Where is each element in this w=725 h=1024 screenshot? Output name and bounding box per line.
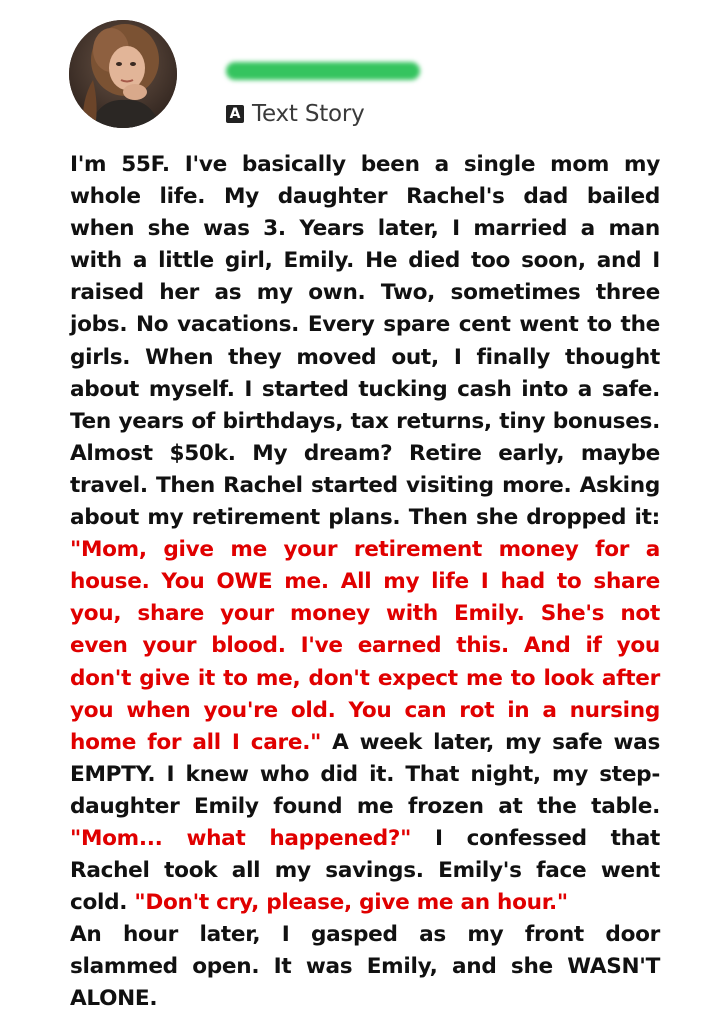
story-paragraph-2: An hour later, I gasped as my front door slammed open. It was Emily, and she WASN'T ALONE. <box>70 922 660 1012</box>
avatar-portrait-icon <box>69 20 177 128</box>
story-quote: "Don't cry, please, give me an hour." <box>134 890 568 916</box>
blurred-username <box>226 62 420 80</box>
letter-a-icon: A <box>226 105 244 123</box>
avatar <box>69 20 177 128</box>
story-quote: "Mom, give me your retirement money for a house. You OWE me. All my life I had to share you, share your money with Emily. She's not even your blood. I've earned this. And if you don't give it to me, don't expect me to look after you when you're old. You can rot in a nursing home for all I care." <box>70 537 660 755</box>
story-segment: I confessed that Rachel took all my savings. Emily's face went cold. <box>70 825 661 916</box>
story-paragraph-1 <box>70 149 660 919</box>
story-header <box>0 0 725 140</box>
story-segment: A week later, my safe was EMPTY. I knew who did it. That night, my step-daughter Emily found me frozen at the table. <box>70 729 660 819</box>
tag-label: Text Story <box>252 101 365 127</box>
story-segment: I'm 55F. I've basically been a single mom my whole life. My daughter Rachel's dad bailed when she was 3. Years later, I married a man with a little girl, Emily. He died too soon, and I raised her as my own. Two, sometimes three jobs. No vacations. Every spare cent went to the girls. When they moved out, I finally thought about myself. I started tucking cash into a safe. Ten years of birthdays, tax returns, tiny bonuses. Almost $50k. My dream? Retire early, maybe travel. Then Rachel started visiting more. Asking about my retirement plans. Then she dropped it: <box>70 152 660 531</box>
story-text <box>70 149 660 1016</box>
story-quote: "Mom... what happened?" <box>70 825 412 851</box>
text-story-tag <box>226 99 365 129</box>
